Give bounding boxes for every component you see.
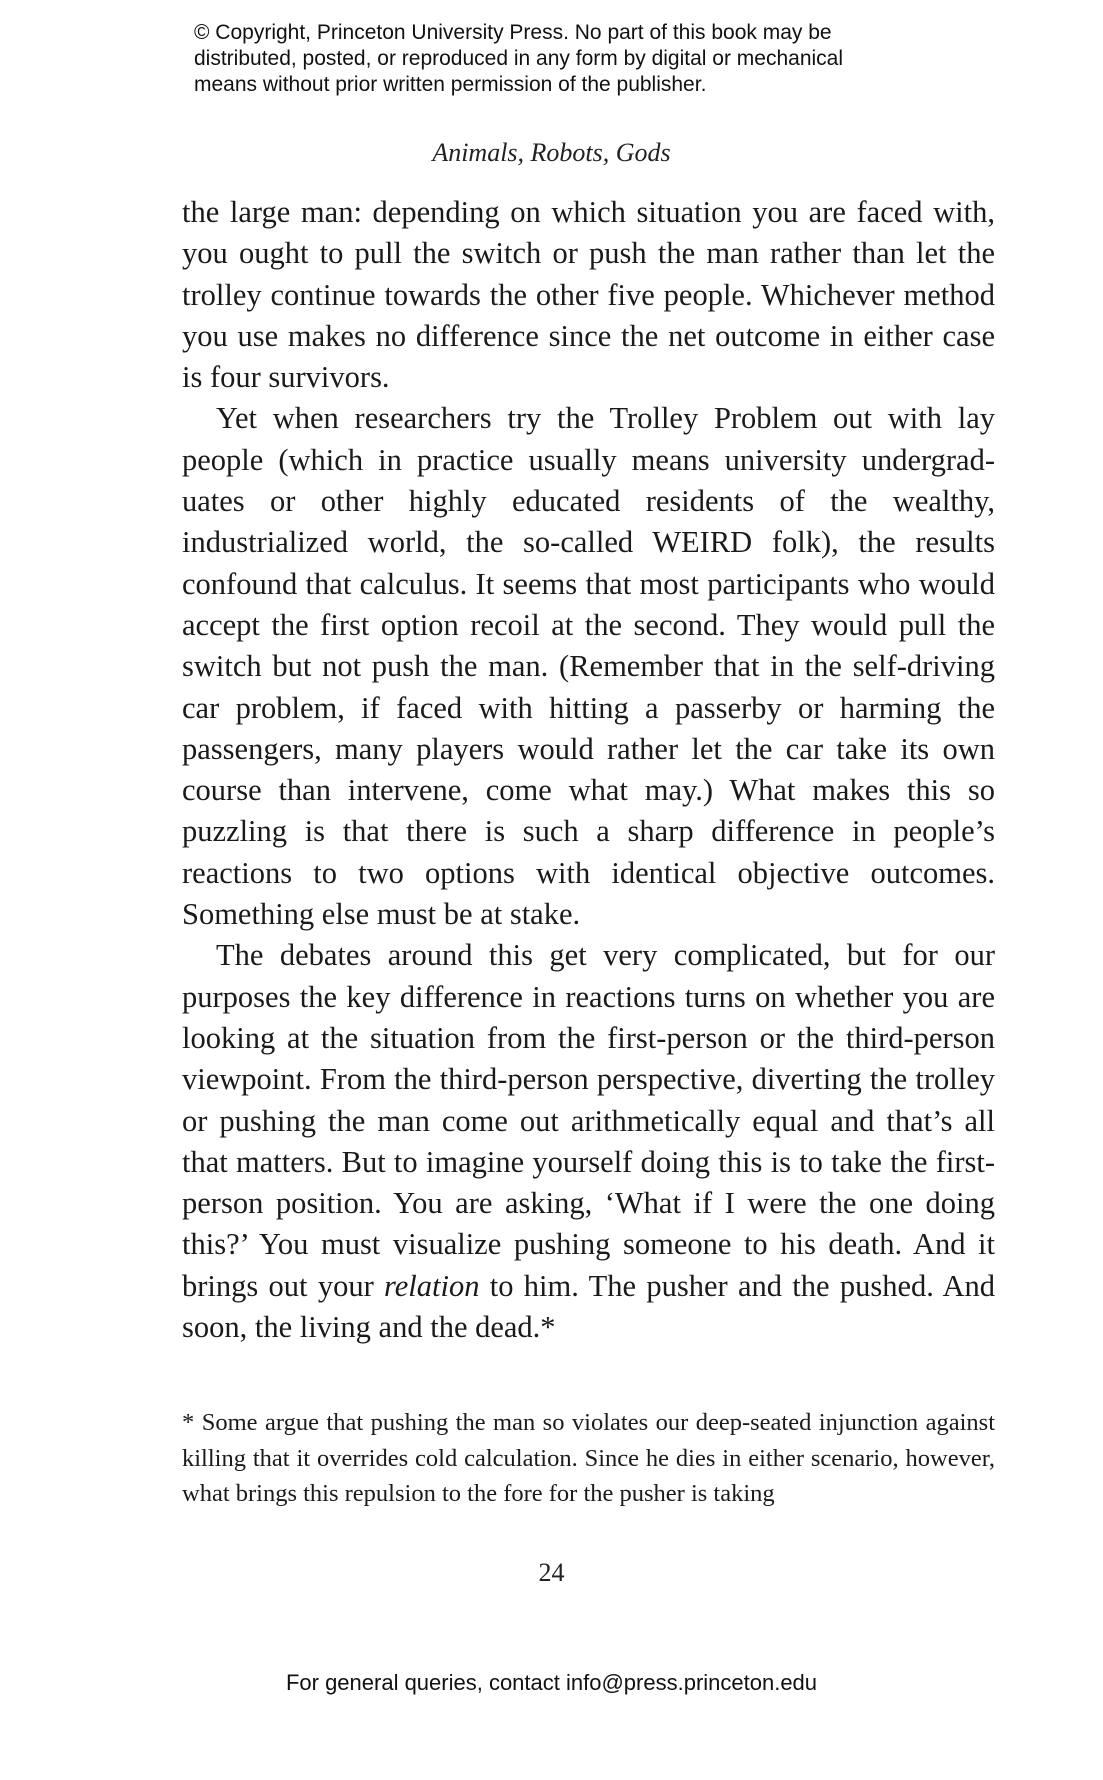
- paragraph-2: Yet when researchers try the Trolley Problem out with lay people (which in practice usually means university undergraduates or other highly educated residents of the wealthy, industrialized world, the so-called WEIRD folk), the results confound that calculus. It seems that most participants who would accept the first option recoil at the second. They would pull the switch but not push the man. (Remember that in the self-driving car problem, if faced with hitting a passerby or harming the passengers, many players would rather let the car take its own course than intervene, come what may.) What makes this so puzzling is that there is such a sharp difference in people’s reactions to two options with identical objective outcomes. Something else must be at stake.: [182, 401, 995, 932]
- copyright-notice: [194, 20, 914, 98]
- running-head: Animals, Robots, Gods: [432, 138, 671, 167]
- body-text: [182, 192, 995, 1348]
- copyright-line-2: distributed, posted, or reproduced in any form by digital or mechanical: [194, 47, 844, 70]
- paragraph-3-emphasis: relation: [384, 1268, 480, 1303]
- paragraph-3: [182, 935, 995, 1348]
- copyright-line-1: © Copyright, Princeton University Press. No part of this book may be: [194, 21, 832, 44]
- copyright-line-3: means without prior written permission of the publisher.: [194, 73, 707, 96]
- contact-line: For general queries, contact info@press.princeton.edu: [285, 1670, 818, 1695]
- paragraph-3-text-a: The debates around this get very complicated, but for our purposes the key difference in reactions turns on whether you are looking at the situation from the first-person or the third-person viewpoint. From the third-person perspective, diverting the trolley or pushing the man come out arithmetically equal and that’s all that matters. But to imagine yourself doing this is to take the first-person position. You are asking, ‘What if I were the one doing this?’ You must visualize pushing someone to his death. And it brings out your: [182, 938, 995, 1303]
- page-number: 24: [538, 1558, 565, 1587]
- footnote: * Some argue that pushing the man so violates our deep-seated injunction against killing that it overrides cold calculation. Since he dies in either scenario, however, what brings this repulsion to the fore for the pusher is taking: [182, 1409, 995, 1507]
- paragraph-3-text-b: to him. The pusher and the pushed. And soon, the living and the dead.*: [182, 1268, 996, 1345]
- paragraph-1: the large man: depending on which situation you are faced with, you ought to pull the switch or push the man rather than let the trolley continue towards the other five people. Whichever method you use makes no difference since the net outcome in either case is four survivors.: [182, 195, 995, 395]
